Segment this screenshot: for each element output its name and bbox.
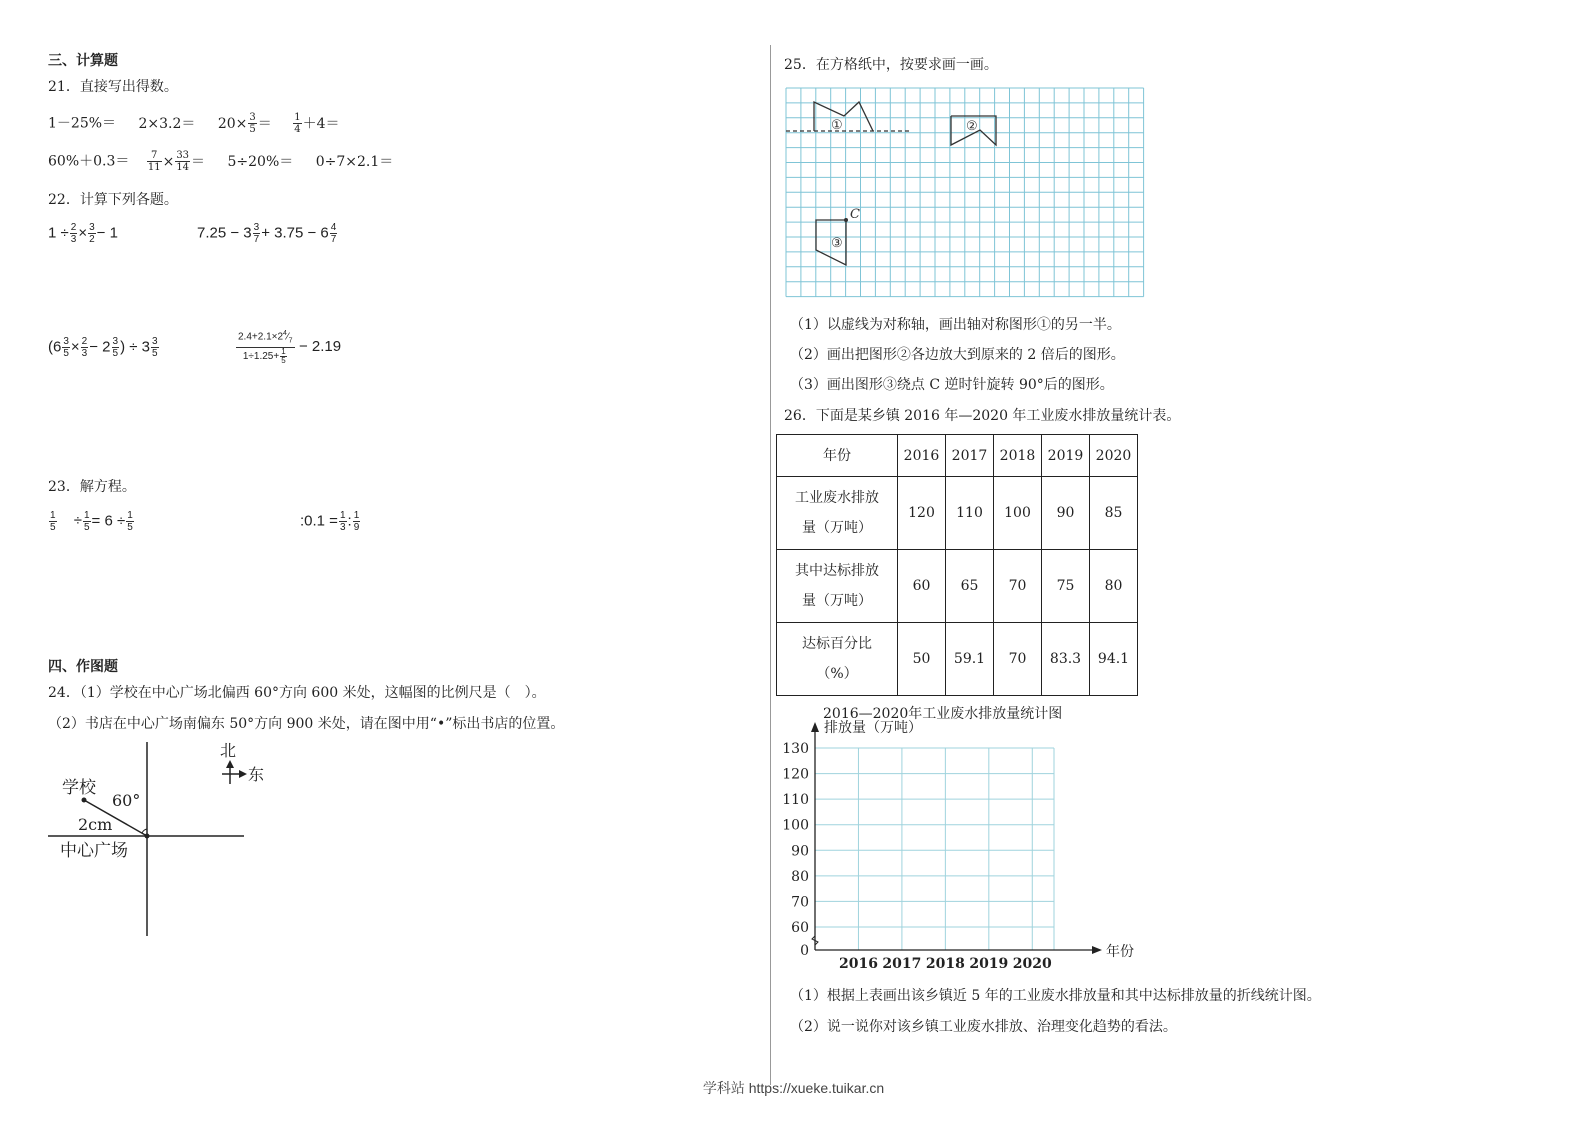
y-tick-label: 110 <box>782 792 809 809</box>
shape-1-label: ① <box>831 118 843 133</box>
shape-2-label: ② <box>966 119 978 134</box>
distance-label: 2cm <box>78 815 113 834</box>
q22-expr-1: 1 ÷ $\frac{2}{3}$ × $\frac{3}{2}$ − 1 <box>48 222 118 245</box>
y-tick-label: 0 <box>800 943 809 959</box>
table-year: 2018 <box>994 435 1042 477</box>
table-row-label: 达标百分比 （%） <box>777 623 898 696</box>
table-cell: 110 <box>946 477 994 550</box>
y-tick-label: 100 <box>782 817 809 834</box>
q21-item-2: 2×3.2＝ <box>138 115 196 132</box>
q22-expr-4: $2.4+2.1\times 2^4⁄_7$ 1÷1.25+ $\frac{1}{5}$ − 2.19 <box>238 330 342 366</box>
q25-item-1: （1）以虚线为对称轴，画出轴对称图形①的另一半。 <box>790 317 1121 333</box>
q22-expr-2: 7.25 − 3 $\frac{3}{7}$ + 3.75 − 6 $\frac{4}{7}$ <box>197 222 337 245</box>
table-year: 2017 <box>946 435 994 477</box>
x-axis-arrow-icon <box>1092 946 1102 954</box>
table-cell: 80 <box>1090 550 1138 623</box>
table-cell: 60 <box>898 550 946 623</box>
q26-item-2: （2）说一说你对该乡镇工业废水排放、治理变化趋势的看法。 <box>790 1019 1177 1035</box>
shape-3-label: ③ <box>831 236 843 251</box>
y-axis-label: 排放量（万吨） <box>824 720 922 736</box>
table-cell: 75 <box>1042 550 1090 623</box>
q26-statistics-table <box>776 434 1138 696</box>
direction-map <box>40 740 280 950</box>
q21-row-2 <box>48 150 393 173</box>
q25-item-2: （2）画出把图形②各边放大到原来的 2 倍后的图形。 <box>790 347 1125 363</box>
shape-1 <box>814 102 873 131</box>
q23-prompt: 23．解方程。 <box>48 479 136 495</box>
y-tick-label: 70 <box>791 894 809 911</box>
q23-equation-1: $\frac{1}{5}$ ÷ $\frac{1}{5}$ = 6 ÷ $\frac{1}{5}$ <box>50 510 133 533</box>
line-chart-grid <box>776 716 1146 986</box>
chart-x-tick-labels <box>839 956 1052 972</box>
chart-title: 2016—2020年工业废水排放量统计图 <box>823 706 1063 722</box>
table-row-label: 其中达标排放 量（万吨） <box>777 550 898 623</box>
q24-part-1: 24．（1）学校在中心广场北偏西 60°方向 600 米处，这幅图的比例尺是（ ）。 <box>48 685 546 701</box>
x-axis-label: 年份 <box>1106 944 1134 960</box>
table-header-row <box>777 435 1138 477</box>
table-year: 2020 <box>1090 435 1138 477</box>
table-cell: 83.3 <box>1042 623 1090 696</box>
q22-prompt: 22．计算下列各题。 <box>48 192 178 208</box>
q21-item-3: 20× $\frac{3}{5}$ ＝ <box>217 112 272 135</box>
table-cell: 59.1 <box>946 623 994 696</box>
compass-east-arrow-icon <box>239 770 247 778</box>
x-tick-label: 2017 <box>882 956 922 972</box>
q22-expr-3: (6 $\frac{3}{5}$ × $\frac{2}{3}$ − 2 $\frac{3}{5}$ ) ÷ 3 $\frac{3}{5}$ <box>48 336 158 359</box>
q21-item-1: 1－25%＝ <box>48 115 117 132</box>
school-point <box>82 798 87 803</box>
y-tick-label: 80 <box>791 868 809 885</box>
table-cell: 85 <box>1090 477 1138 550</box>
chart-gridlines <box>815 748 1054 950</box>
table-cell: 50 <box>898 623 946 696</box>
footer-watermark: 学科站 https://xueke.tuikar.cn <box>702 1080 885 1096</box>
table-cell: 65 <box>946 550 994 623</box>
table-cell: 120 <box>898 477 946 550</box>
x-tick-label: 2020 <box>1012 956 1052 972</box>
x-tick-label: 2019 <box>969 956 1009 972</box>
x-tick-label: 2016 <box>838 956 878 972</box>
y-axis-arrow-icon <box>811 722 819 732</box>
column-divider <box>770 45 771 1085</box>
section-4-title: 四、作图题 <box>48 659 118 675</box>
q26-prompt: 26．下面是某乡镇 2016 年—2020 年工业废水排放量统计表。 <box>784 408 1181 424</box>
table-row <box>777 623 1138 696</box>
q24-part-2: （2）书店在中心广场南偏东 50°方向 900 米处，请在图中用“•”标出书店的位置。 <box>48 716 565 732</box>
q23-equation-2: :0.1 = $\frac{1}{3}$ : $\frac{1}{9}$ <box>300 510 360 533</box>
school-label: 学校 <box>62 778 96 798</box>
q21-item-6: $\frac{7}{11}$ × $\frac{33}{14}$ ＝ <box>147 150 206 173</box>
q21-item-4: $\frac{1}{4}$ ＋4＝ <box>294 112 340 135</box>
y-tick-label: 120 <box>782 766 809 783</box>
section-3-title: 三、计算题 <box>48 53 118 69</box>
q25-grid-paper <box>784 86 1150 300</box>
point-c-label: C <box>850 207 860 222</box>
table-cell: 70 <box>994 550 1042 623</box>
y-tick-label: 90 <box>791 843 809 860</box>
point-c <box>844 218 848 222</box>
table-header-label: 年份 <box>777 435 898 477</box>
q21-prompt: 21．直接写出得数。 <box>48 79 178 95</box>
q25-item-3: （3）画出图形③绕点 C 逆时针旋转 90°后的图形。 <box>790 377 1114 393</box>
q21-item-5: 60%＋0.3＝ <box>48 153 130 170</box>
q21-row-1 <box>48 112 340 135</box>
north-label: 北 <box>220 741 237 760</box>
y-tick-label: 130 <box>782 741 809 757</box>
table-cell: 70 <box>994 623 1042 696</box>
east-label: 东 <box>248 765 265 784</box>
center-point <box>145 834 150 839</box>
q21-item-7: 5÷20%＝ <box>227 153 294 170</box>
table-year: 2016 <box>898 435 946 477</box>
q26-item-1: （1）根据上表画出该乡镇近 5 年的工业废水排放量和其中达标排放量的折线统计图。 <box>790 988 1321 1004</box>
q25-prompt: 25．在方格纸中，按要求画一画。 <box>784 57 998 73</box>
table-cell: 90 <box>1042 477 1090 550</box>
x-tick-label: 2018 <box>925 956 965 972</box>
table-row <box>777 477 1138 550</box>
compass-north-arrow-icon <box>226 760 234 768</box>
y-tick-label: 60 <box>791 920 809 936</box>
chart-y-tick-labels <box>782 741 809 959</box>
table-cell: 100 <box>994 477 1042 550</box>
center-label: 中心广场 <box>60 841 128 861</box>
table-cell: 94.1 <box>1090 623 1138 696</box>
angle-label: 60° <box>112 791 141 810</box>
q21-item-8: 0÷7×2.1＝ <box>315 153 394 170</box>
table-year: 2019 <box>1042 435 1090 477</box>
table-row <box>777 550 1138 623</box>
table-row-label: 工业废水排放 量（万吨） <box>777 477 898 550</box>
